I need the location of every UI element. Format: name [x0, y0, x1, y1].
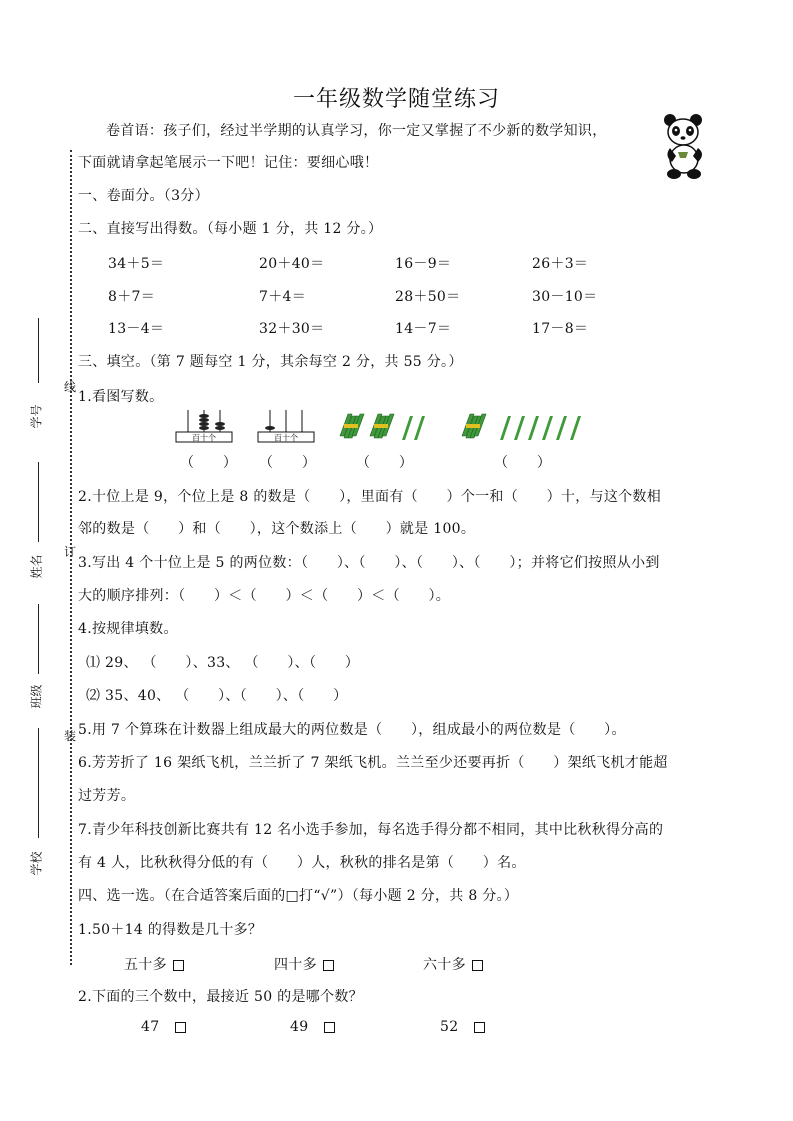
answer-blank[interactable]: （ ） [356, 455, 414, 471]
q5-text: 5.用 7 个算珠在计数器上组成最大的两位数是（ ），组成最小的两位数是（ ）。 [78, 722, 626, 738]
class-label: 班级 [29, 684, 44, 709]
answer-blank[interactable]: （ ） [180, 455, 238, 471]
section-2-title: 二、直接写出得数。（每小题 1 分，共 12 分。） [78, 221, 383, 237]
abacus-2-icon [256, 408, 318, 444]
option-label: 五十多 [124, 957, 167, 973]
choice-option[interactable] [124, 954, 184, 974]
checkbox[interactable] [472, 960, 483, 971]
q6-line-2: 过芳芳。 [78, 788, 136, 804]
q3-line-1: 3.写出 4 个十位上是 5 的两位数：（ ）、（ ）、（ ）、（ ）；并将它们按照从小到 [78, 555, 660, 571]
q2-line-1: 2.十位上是 9，个位上是 8 的数是（ ），里面有（ ）个一和（ ）十，与这个数相 [78, 489, 662, 505]
choice-option[interactable] [290, 1019, 335, 1035]
answer-blank[interactable]: （ ） [259, 455, 317, 471]
section-4-title: 四、选一选。（在合适答案后面的□打“√”）（每小题 2 分，共 8 分。） [78, 888, 519, 904]
arith-item: 20＋40＝ [259, 256, 325, 272]
q4-sequence-a: ⑴ 29、 （ ）、33、 （ ）、（ ） [86, 655, 360, 671]
page-title: 一年级数学随堂练习 [292, 87, 500, 112]
q3-line-2: 大的顺序排列：（ ）＜（ ）＜（ ）＜（ ）。 [78, 588, 451, 604]
choice-q2-prompt: 2.下面的三个数中，最接近 50 的是哪个数？ [78, 989, 363, 1005]
school-label: 学校 [29, 851, 44, 876]
choice-option[interactable] [440, 1019, 485, 1035]
q4-prompt: 4.按规律填数。 [78, 621, 178, 637]
abacus-label: 百十个 [274, 433, 298, 443]
q2-line-2: 邻的数是（ ）和（ ），这个数添上（ ）就是 100。 [78, 521, 476, 537]
binding-rule [38, 462, 39, 542]
arith-item: 13－4＝ [108, 321, 165, 337]
arith-item: 34＋5＝ [108, 256, 165, 272]
binding-char-ding: 订 [64, 545, 77, 559]
arith-item: 26＋3＝ [532, 256, 589, 272]
arith-item: 8＋7＝ [108, 289, 156, 305]
q4-sequence-b: ⑵ 35、40、 （ ）、（ ）、（ ） [86, 688, 348, 704]
section-1-title: 一、卷面分。（3分） [78, 188, 209, 204]
arith-item: 17－8＝ [532, 321, 589, 337]
arith-item: 16－9＝ [395, 256, 452, 272]
option-label: 52 [440, 1019, 459, 1035]
section-3-title: 三、填空。（第 7 题每空 1 分，其余每空 2 分，共 55 分。） [78, 354, 463, 370]
binding-rule [38, 604, 39, 674]
checkbox[interactable] [324, 1022, 335, 1033]
intro-line-1: 卷首语：孩子们，经过半学期的认真学习，你一定又掌握了不少新的数学知识， [106, 123, 607, 139]
q7-line-2: 有 4 人，比秋秋得分低的有（ ）人，秋秋的排名是第（ ）名。 [78, 855, 526, 871]
abacus-label: 百十个 [192, 433, 216, 443]
binding-char-zhuang: 装 [64, 729, 77, 743]
option-label: 49 [290, 1019, 309, 1035]
panda-icon [660, 112, 708, 180]
choice-option[interactable] [423, 954, 483, 974]
q6-line-1: 6.芳芳折了 16 架纸飞机，兰兰折了 7 架纸飞机。兰兰至少还要再折（ ）架纸飞机才能超 [78, 755, 668, 771]
checkbox[interactable] [175, 1022, 186, 1033]
arith-item: 14－7＝ [395, 321, 452, 337]
binding-dotted-line [70, 150, 72, 965]
q1-prompt: 1.看图写数。 [78, 389, 164, 405]
stick-bundles-icon [336, 412, 432, 442]
checkbox[interactable] [323, 960, 334, 971]
abacus-1-icon [174, 408, 236, 444]
binding-rule [38, 728, 39, 838]
answer-blank[interactable]: （ ） [494, 455, 552, 471]
option-label: 47 [141, 1019, 160, 1035]
binding-rule [38, 318, 39, 383]
arith-item: 30－10＝ [532, 289, 598, 305]
option-label: 四十多 [274, 957, 317, 973]
student-number-label: 学号 [29, 404, 44, 429]
arith-item: 7＋4＝ [259, 289, 307, 305]
arith-item: 28＋50＝ [395, 289, 461, 305]
q7-line-1: 7.青少年科技创新比赛共有 12 名小选手参加，每名选手得分都不相同，其中比秋秋得分高的 [78, 822, 664, 838]
arith-item: 32＋30＝ [259, 321, 325, 337]
stick-bundles-icon [458, 412, 582, 442]
intro-line-2: 下面就请拿起笔展示一下吧！记住：要细心哦！ [78, 155, 379, 171]
choice-option[interactable] [141, 1019, 186, 1035]
name-label: 姓名 [29, 554, 44, 579]
checkbox[interactable] [173, 960, 184, 971]
choice-q1-prompt: 1.50＋14 的得数是几十多？ [78, 922, 263, 938]
checkbox[interactable] [474, 1022, 485, 1033]
option-label: 六十多 [423, 957, 466, 973]
choice-option[interactable] [274, 954, 334, 974]
binding-char-xian: 线 [64, 380, 77, 394]
